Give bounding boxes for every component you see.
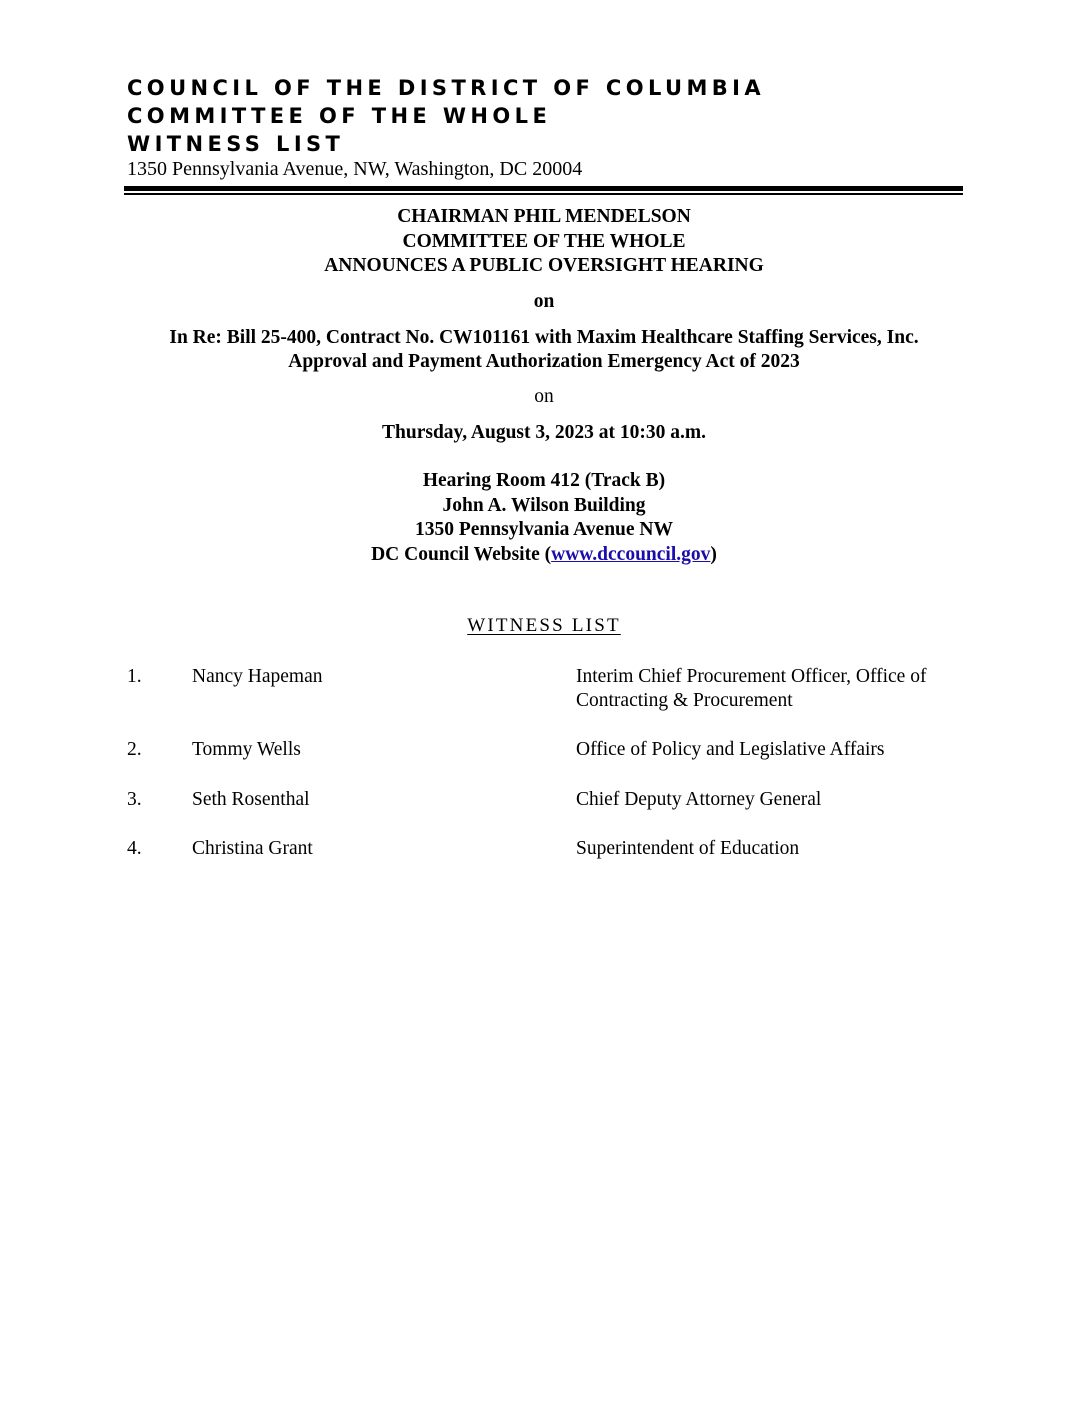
website-line (0, 543, 1088, 567)
letterhead-committee: COMMITTEE OF THE WHOLE (127, 104, 552, 128)
witness-name: Seth Rosenthal (192, 789, 310, 810)
letterhead-council: COUNCIL OF THE DISTRICT OF COLUMBIA (127, 76, 766, 100)
website-suffix: ) (710, 544, 717, 565)
hearing-street: 1350 Pennsylvania Avenue NW (414, 519, 674, 540)
hearing-building: John A. Wilson Building (442, 495, 646, 516)
witness-number: 1. (127, 666, 142, 687)
witness-number: 4. (127, 838, 142, 859)
witness-number: 2. (127, 739, 142, 760)
header-divider-thin (124, 193, 963, 195)
witness-name: Tommy Wells (192, 739, 301, 760)
witness-title: Chief Deputy Attorney General (576, 789, 822, 810)
witness-name: Christina Grant (192, 838, 313, 859)
subject-line-2: Approval and Payment Authorization Emergency Act of 2023 (288, 351, 800, 372)
website-link[interactable]: www.dccouncil.gov (551, 544, 711, 565)
hearing-room: Hearing Room 412 (Track B) (422, 470, 666, 491)
letterhead-address: 1350 Pennsylvania Avenue, NW, Washington, DC 20004 (127, 158, 583, 180)
committee-line: COMMITTEE OF THE WHOLE (402, 231, 686, 252)
letterhead-witness-list: WITNESS LIST (127, 132, 345, 156)
on-separator-1: on (533, 291, 555, 312)
subject-line-1: In Re: Bill 25-400, Contract No. CW101161 with Maxim Healthcare Staffing Services, Inc. (169, 327, 919, 348)
on-separator-2: on (534, 386, 554, 407)
witness-title: Superintendent of Education (576, 838, 800, 859)
hearing-datetime: Thursday, August 3, 2023 at 10:30 a.m. (382, 422, 706, 443)
header-divider-thick (124, 186, 963, 191)
witness-list-heading (0, 614, 1088, 638)
hearing-type-line: ANNOUNCES A PUBLIC OVERSIGHT HEARING (324, 255, 764, 276)
witness-list-heading-text: WITNESS LIST (467, 615, 621, 636)
witness-title: Office of Policy and Legislative Affairs (576, 739, 885, 760)
witness-title: Interim Chief Procurement Officer, Office of Contracting & Procurement (576, 666, 927, 711)
witness-name: Nancy Hapeman (192, 666, 323, 687)
website-prefix: DC Council Website ( (371, 544, 552, 565)
chairman-line: CHAIRMAN PHIL MENDELSON (397, 206, 691, 227)
witness-number: 3. (127, 789, 142, 810)
